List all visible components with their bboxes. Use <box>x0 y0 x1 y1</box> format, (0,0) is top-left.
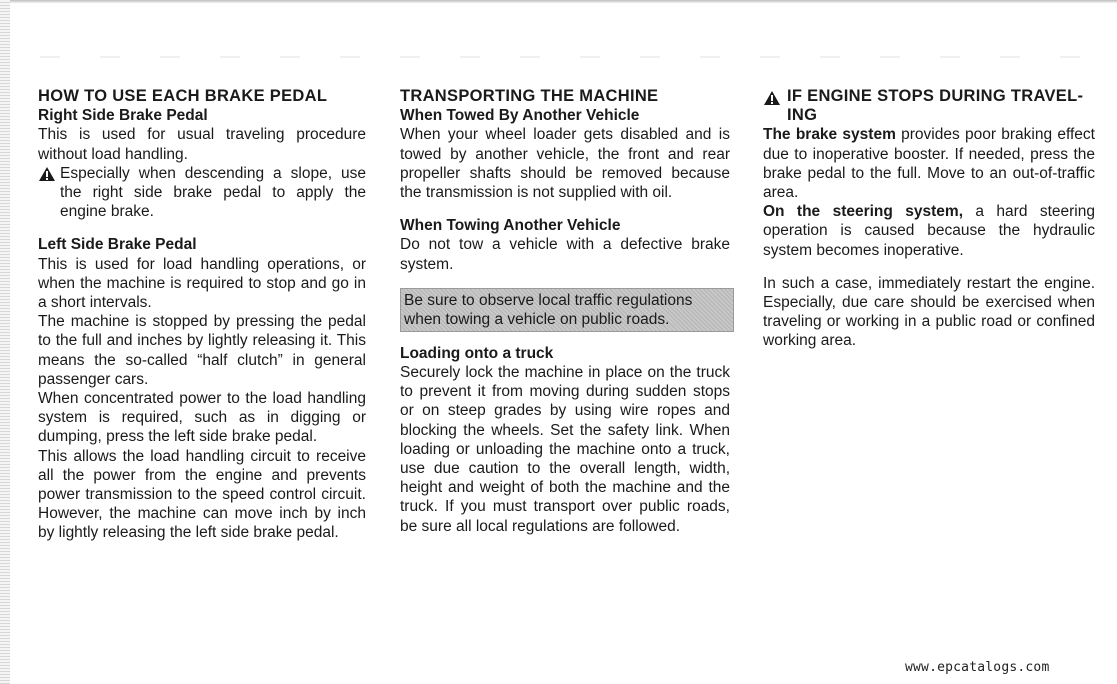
subheading-when-towing: When Towing Another Vehicle <box>400 217 621 235</box>
towed-text: When your wheel loader gets disabled and is towed by another vehicle, the front and rear propeller shafts should be removed because the transmission is not supplied with oil. <box>400 126 730 202</box>
loading-text: Securely lock the machine in place on the truck to prevent it from moving during sudden stops or on steep grades by using wire ropes and blocking the wheels. Set the safety link. When loading or unloading the machine onto a truck, use due caution to the overall length, width, height and weight of both the machine and the truck. If you must transport over public roads, be sure all local regulations are followed. <box>400 364 730 535</box>
restart-engine-paragraph: In such a case, immediately restart the engine. Especially, due care should be exercised when traveling or working in a public road or confined working area. <box>763 274 1095 350</box>
column-engine-stops <box>763 84 1095 351</box>
section-heading-engine-stops <box>763 87 1095 125</box>
section-heading-brake-pedal: HOW TO USE EACH BRAKE PEDAL <box>38 87 328 105</box>
left-pedal-paragraph-1: This is used for load handling operations, or when the machine is required to stop and go in a short intervals. <box>38 255 366 312</box>
brake-system-paragraph <box>763 125 1095 202</box>
subheading-when-towed: When Towed By Another Vehicle <box>400 107 640 125</box>
right-pedal-warning <box>38 164 366 222</box>
engine-stops-heading-text: IF ENGINE STOPS DURING TRAVEL-ING <box>787 87 1084 125</box>
subheading-right-side-brake-pedal: Right Side Brake Pedal <box>38 107 208 125</box>
brake-system-text: provides poor braking effect due to inoperative booster. If needed, press the brake pedal to the full. Move to an out-of-traffic area. <box>763 126 1095 202</box>
section-heading-transporting: TRANSPORTING THE MACHINE <box>400 87 659 105</box>
warning-triangle-icon <box>38 166 56 182</box>
steering-system-paragraph <box>763 202 1095 260</box>
subheading-left-side-brake-pedal: Left Side Brake Pedal <box>38 236 197 254</box>
towing-text: Do not tow a vehicle with a defective brake system. <box>400 236 730 273</box>
right-pedal-text: This is used for usual traveling procedure without load handling. <box>38 126 366 163</box>
steering-system-label: On the steering system, <box>763 203 963 221</box>
watermark: www.epcatalogs.com <box>905 660 1050 675</box>
right-pedal-warning-text: Especially when descending a slope, use the right side brake pedal to apply the engine brake. <box>60 164 366 221</box>
left-pedal-paragraph-4: This allows the load handling circuit to receive all the power from the engine and prevents power transmission to the speed control circuit. However, the machine can move inch by inch by lightly releasing the left side brake pedal. <box>38 447 366 542</box>
column-brake-pedals <box>38 84 366 543</box>
scan-specks <box>40 56 1080 58</box>
left-pedal-paragraph-3: When concentrated power to the load handling system is required, such as in digging or dumping, press the left side brake pedal. <box>38 390 366 446</box>
steering-system-text: a hard steering operation is caused because the hydraulic system becomes inoperative. <box>763 203 1095 259</box>
scan-edge-left <box>0 0 10 684</box>
traffic-regulations-notice: Be sure to observe local traffic regulations when towing a vehicle on public roads. <box>400 288 734 332</box>
scan-edge-top <box>0 0 1117 3</box>
column-transporting <box>400 84 730 536</box>
left-pedal-paragraph-2: The machine is stopped by pressing the pedal to the full and inches by lightly releasing it. This means the so-called “half clutch” in general passenger cars. <box>38 313 366 388</box>
brake-system-label: The brake system <box>763 126 896 144</box>
warning-triangle-icon <box>763 90 781 106</box>
subheading-loading-onto-truck: Loading onto a truck <box>400 344 554 362</box>
